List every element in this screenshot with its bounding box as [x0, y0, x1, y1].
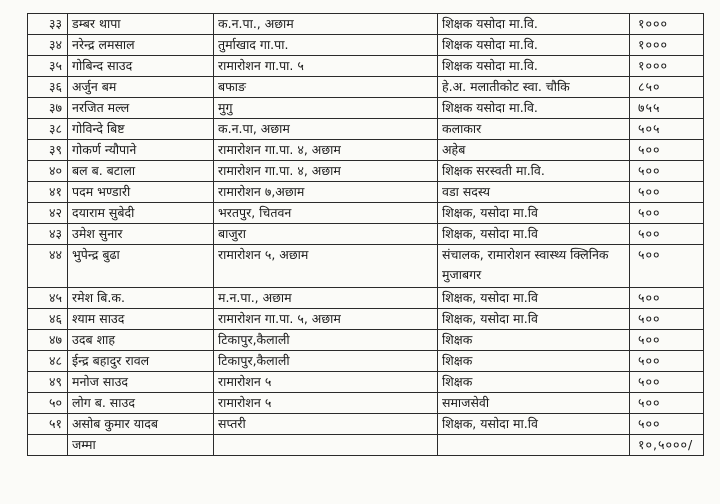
total-label-cell: जम्मा [68, 435, 214, 456]
serial-number-cell: ४७ [28, 330, 68, 351]
amount-cell: ८५० [630, 77, 704, 98]
name-cell: गोबिन्द साउद [68, 56, 214, 77]
address-cell: टिकापुर,कैलाली [214, 351, 438, 372]
name-cell: रमेश बि.क. [68, 288, 214, 309]
table-row [28, 77, 704, 98]
designation-cell: शिक्षक, यसोदा मा.वि [438, 288, 630, 309]
amount-cell: ५०० [630, 330, 704, 351]
serial-number-cell: ३९ [28, 140, 68, 161]
designation-cell: संचालक, रामारोशन स्वास्थ्य क्लिनिक मुजाबगर [438, 245, 630, 288]
serial-number-cell: ४५ [28, 288, 68, 309]
table-row [28, 245, 704, 288]
amount-cell: ५०० [630, 245, 704, 288]
name-cell: उमेश सुनार [68, 224, 214, 245]
total-row [28, 435, 704, 456]
amount-cell: १००० [630, 56, 704, 77]
serial-number-cell: ४१ [28, 182, 68, 203]
name-cell: नरजित मल्ल [68, 98, 214, 119]
table-row [28, 203, 704, 224]
address-cell: रामारोशन गा.पा. ५, अछाम [214, 309, 438, 330]
designation-cell: शिक्षक, यसोदा मा.वि [438, 414, 630, 435]
amount-cell: ७५५ [630, 98, 704, 119]
address-cell: म.न.पा., अछाम [214, 288, 438, 309]
name-cell: पदम भण्डारी [68, 182, 214, 203]
name-cell: नरेन्द्र लमसाल [68, 35, 214, 56]
amount-cell: १००० [630, 14, 704, 35]
designation-cell: शिक्षक यसोदा मा.वि. [438, 14, 630, 35]
name-cell: असोब कुमार यादब [68, 414, 214, 435]
name-cell: मनोज साउद [68, 372, 214, 393]
serial-number-cell: ५० [28, 393, 68, 414]
address-cell: रामारोशन गा.पा. ४, अछाम [214, 140, 438, 161]
table-row [28, 161, 704, 182]
empty-cell [438, 435, 630, 456]
table-row [28, 309, 704, 330]
amount-cell: ५०० [630, 288, 704, 309]
empty-cell [214, 435, 438, 456]
table-row [28, 414, 704, 435]
designation-cell: समाजसेवी [438, 393, 630, 414]
table-body [28, 14, 704, 456]
serial-number-cell: ३७ [28, 98, 68, 119]
amount-cell: ५०० [630, 140, 704, 161]
designation-cell: हे.अ. मलातीकोट स्वा. चौकि [438, 77, 630, 98]
table-row [28, 224, 704, 245]
address-cell: तुर्माखाद गा.पा. [214, 35, 438, 56]
designation-cell: वडा सदस्य [438, 182, 630, 203]
address-cell: रामारोशन ७,अछाम [214, 182, 438, 203]
designation-cell: शिक्षक सरस्वती मा.वि. [438, 161, 630, 182]
table-row [28, 14, 704, 35]
table-row [28, 119, 704, 140]
designation-cell: शिक्षक, यसोदा मा.वि [438, 203, 630, 224]
table-row [28, 372, 704, 393]
name-cell: ईन्द्र बहादुर रावल [68, 351, 214, 372]
amount-cell: ५०० [630, 414, 704, 435]
table-row [28, 35, 704, 56]
designation-cell: शिक्षक यसोदा मा.वि. [438, 98, 630, 119]
table-row [28, 288, 704, 309]
name-cell: लोग ब. साउद [68, 393, 214, 414]
address-cell: सप्तरी [214, 414, 438, 435]
name-cell: दयाराम सुबेदी [68, 203, 214, 224]
address-cell: क.न.पा, अछाम [214, 119, 438, 140]
designation-cell: अहेब [438, 140, 630, 161]
designation-cell: कलाकार [438, 119, 630, 140]
serial-number-cell: ५१ [28, 414, 68, 435]
address-cell: बाजुरा [214, 224, 438, 245]
empty-cell [28, 435, 68, 456]
table-row [28, 182, 704, 203]
serial-number-cell: ४३ [28, 224, 68, 245]
name-cell: गोकर्ण न्यौपाने [68, 140, 214, 161]
amount-cell: ५०० [630, 309, 704, 330]
amount-cell: १००० [630, 35, 704, 56]
designation-cell: शिक्षक यसोदा मा.वि. [438, 35, 630, 56]
designation-cell: शिक्षक [438, 351, 630, 372]
serial-number-cell: ४२ [28, 203, 68, 224]
total-amount-cell: १०,५०००/ [630, 435, 704, 456]
designation-cell: शिक्षक [438, 330, 630, 351]
amount-cell: ५०५ [630, 119, 704, 140]
serial-number-cell: ३६ [28, 77, 68, 98]
serial-number-cell: ४० [28, 161, 68, 182]
amount-cell: ५०० [630, 224, 704, 245]
designation-cell: शिक्षक, यसोदा मा.वि [438, 309, 630, 330]
address-cell: क.न.पा., अछाम [214, 14, 438, 35]
table-row [28, 56, 704, 77]
name-cell: गोविन्दे बिष्ट [68, 119, 214, 140]
designation-cell: शिक्षक [438, 372, 630, 393]
table-row [28, 351, 704, 372]
address-cell: रामारोशन ५ [214, 372, 438, 393]
amount-cell: ५०० [630, 203, 704, 224]
table-row [28, 140, 704, 161]
table-row [28, 393, 704, 414]
name-cell: बल ब. बटाला [68, 161, 214, 182]
address-cell: मुगु [214, 98, 438, 119]
amount-cell: ५०० [630, 161, 704, 182]
serial-number-cell: ४६ [28, 309, 68, 330]
designation-cell: शिक्षक, यसोदा मा.वि [438, 224, 630, 245]
address-cell: भरतपुर, चितवन [214, 203, 438, 224]
amount-cell: ५०० [630, 372, 704, 393]
contribution-table [27, 13, 704, 456]
address-cell: रामारोशन ५ [214, 393, 438, 414]
serial-number-cell: ४४ [28, 245, 68, 288]
amount-cell: ५०० [630, 182, 704, 203]
name-cell: डम्बर थापा [68, 14, 214, 35]
serial-number-cell: ४९ [28, 372, 68, 393]
amount-cell: ५०० [630, 393, 704, 414]
serial-number-cell: ३४ [28, 35, 68, 56]
address-cell: रामारोशन ५, अछाम [214, 245, 438, 288]
serial-number-cell: ३८ [28, 119, 68, 140]
address-cell: टिकापुर,कैलाली [214, 330, 438, 351]
amount-cell: ५०० [630, 351, 704, 372]
name-cell: भुपेन्द्र बुढा [68, 245, 214, 288]
address-cell: रामारोशन गा.पा. ४, अछाम [214, 161, 438, 182]
address-cell: बफाङ [214, 77, 438, 98]
name-cell: अर्जुन बम [68, 77, 214, 98]
serial-number-cell: ३३ [28, 14, 68, 35]
serial-number-cell: ३५ [28, 56, 68, 77]
designation-cell: शिक्षक यसोदा मा.वि. [438, 56, 630, 77]
name-cell: श्याम साउद [68, 309, 214, 330]
address-cell: रामारोशन गा.पा. ५ [214, 56, 438, 77]
serial-number-cell: ४८ [28, 351, 68, 372]
table-row [28, 330, 704, 351]
table-row [28, 98, 704, 119]
name-cell: उदब शाह [68, 330, 214, 351]
